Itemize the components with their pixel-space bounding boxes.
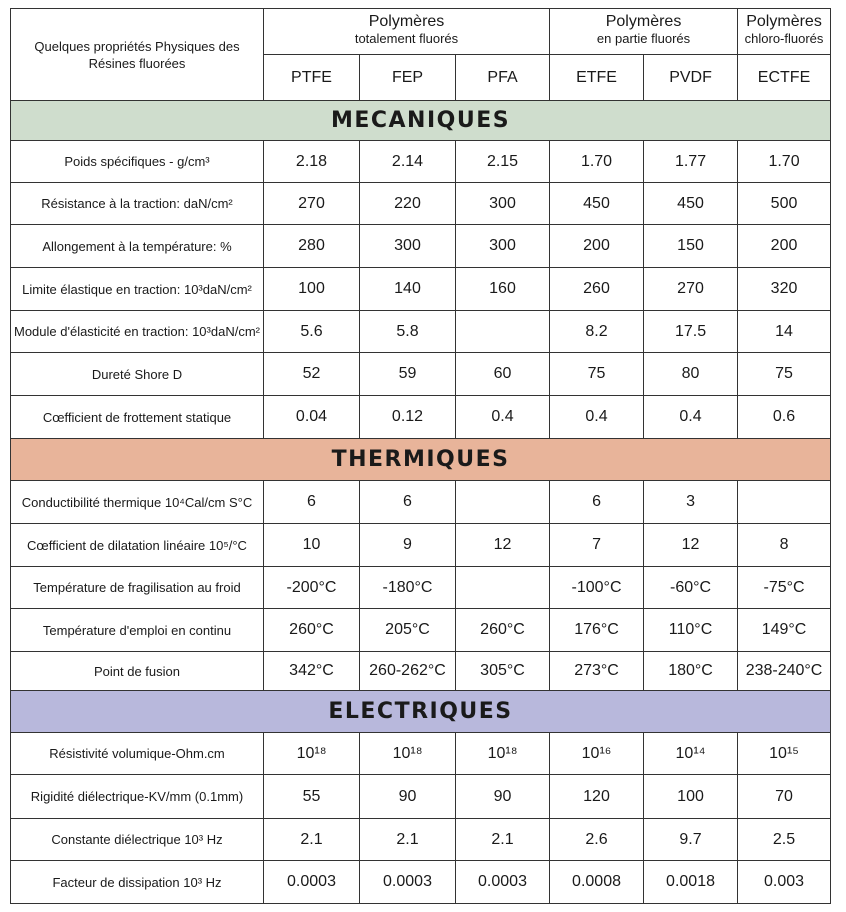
- value-cell-pvdf: 150: [644, 225, 738, 268]
- value-cell-pfa: 300: [456, 183, 550, 225]
- value-cell-etfe: 450: [550, 183, 644, 225]
- value-cell-fep: -180°C: [360, 567, 456, 609]
- value-cell-etfe: 176°C: [550, 609, 644, 652]
- property-label: Point de fusion: [11, 652, 264, 691]
- property-label: Constante diélectrique 10³ Hz: [11, 819, 264, 861]
- column-header-etfe: ETFE: [550, 55, 644, 101]
- value-cell-ptfe: 55: [264, 775, 360, 819]
- value-cell-pfa: 160: [456, 268, 550, 311]
- value-cell-fep: 2.1: [360, 819, 456, 861]
- value-cell-fep: 59: [360, 353, 456, 396]
- value-cell-ptfe: 10: [264, 524, 360, 567]
- value-cell-ectfe: 8: [738, 524, 831, 567]
- value-cell-ptfe: 2.18: [264, 141, 360, 183]
- section-electriques-row: [11, 691, 831, 733]
- table-row: [11, 524, 831, 567]
- value-cell-pfa: 60: [456, 353, 550, 396]
- value-cell-etfe: 6: [550, 481, 644, 524]
- value-cell-pvdf: 9.7: [644, 819, 738, 861]
- table-row: [11, 861, 831, 904]
- value-cell-ectfe: 200: [738, 225, 831, 268]
- group-subtitle: totalement fluorés: [354, 31, 459, 46]
- value-cell-fep: 6: [360, 481, 456, 524]
- value-cell-pfa: [456, 311, 550, 353]
- group-header-chloro-fluorinated: [738, 9, 831, 55]
- property-label: Cœfficient de dilatation linéaire 10⁵/°C: [11, 524, 264, 567]
- property-label: Cœfficient de frottement statique: [11, 396, 264, 439]
- value-cell-ectfe: 1.70: [738, 141, 831, 183]
- value-cell-ectfe: 14: [738, 311, 831, 353]
- value-cell-ptfe: 0.0003: [264, 861, 360, 904]
- property-label: Facteur de dissipation 10³ Hz: [11, 861, 264, 904]
- property-label: Température de fragilisation au froid: [11, 567, 264, 609]
- value-cell-etfe: -100°C: [550, 567, 644, 609]
- group-header-fully-fluorinated: [264, 9, 550, 55]
- value-cell-pfa: 305°C: [456, 652, 550, 691]
- value-cell-pvdf: 1.77: [644, 141, 738, 183]
- value-cell-pvdf: 270: [644, 268, 738, 311]
- table-row: [11, 396, 831, 439]
- value-cell-etfe: 0.0008: [550, 861, 644, 904]
- property-label: Résistivité volumique-Ohm.cm: [11, 733, 264, 775]
- value-cell-ectfe: 0.003: [738, 861, 831, 904]
- value-cell-pvdf: -60°C: [644, 567, 738, 609]
- column-header-pvdf: PVDF: [644, 55, 738, 101]
- value-cell-etfe: 200: [550, 225, 644, 268]
- value-cell-etfe: 7: [550, 524, 644, 567]
- value-cell-pfa: 12: [456, 524, 550, 567]
- group-subtitle: en partie fluorés: [596, 31, 691, 46]
- group-title: Polymères: [746, 13, 822, 30]
- table-row: [11, 819, 831, 861]
- section-thermiques-title: THERMIQUES: [11, 439, 831, 481]
- value-cell-ectfe: 320: [738, 268, 831, 311]
- value-cell-ptfe: 100: [264, 268, 360, 311]
- value-cell-fep: 140: [360, 268, 456, 311]
- corner-header-text: Quelques propriétés Physiques des Résines fluorées: [34, 38, 240, 71]
- value-cell-ectfe: [738, 481, 831, 524]
- property-label: Limite élastique en traction: 10³daN/cm²: [11, 268, 264, 311]
- section-mecaniques-row: [11, 101, 831, 141]
- value-cell-pfa: 260°C: [456, 609, 550, 652]
- properties-table: [10, 8, 831, 904]
- value-cell-ptfe: 2.1: [264, 819, 360, 861]
- column-header-ectfe: ECTFE: [738, 55, 831, 101]
- value-cell-ectfe: 75: [738, 353, 831, 396]
- value-cell-pfa: 2.1: [456, 819, 550, 861]
- value-cell-etfe: 273°C: [550, 652, 644, 691]
- value-cell-pvdf: 100: [644, 775, 738, 819]
- value-cell-pvdf: 110°C: [644, 609, 738, 652]
- value-cell-fep: 260-262°C: [360, 652, 456, 691]
- value-cell-pfa: 0.4: [456, 396, 550, 439]
- value-cell-pfa: 0.0003: [456, 861, 550, 904]
- value-cell-etfe: 260: [550, 268, 644, 311]
- value-cell-ptfe: 5.6: [264, 311, 360, 353]
- table-row: [11, 353, 831, 396]
- table-row: [11, 183, 831, 225]
- group-header-partially-fluorinated: [550, 9, 738, 55]
- value-cell-etfe: 75: [550, 353, 644, 396]
- value-cell-ptfe: 260°C: [264, 609, 360, 652]
- column-header-fep: FEP: [360, 55, 456, 101]
- value-cell-pvdf: 10¹⁴: [644, 733, 738, 775]
- value-cell-fep: 9: [360, 524, 456, 567]
- property-label: Dureté Shore D: [11, 353, 264, 396]
- value-cell-fep: 0.0003: [360, 861, 456, 904]
- value-cell-fep: 90: [360, 775, 456, 819]
- table-row: [11, 733, 831, 775]
- table-row: [11, 481, 831, 524]
- table-row: [11, 609, 831, 652]
- value-cell-etfe: 0.4: [550, 396, 644, 439]
- value-cell-pvdf: 80: [644, 353, 738, 396]
- value-cell-pfa: 300: [456, 225, 550, 268]
- group-subtitle: chloro-fluorés: [744, 31, 824, 46]
- value-cell-fep: 300: [360, 225, 456, 268]
- property-label: Poids spécifiques - g/cm³: [11, 141, 264, 183]
- section-mecaniques-title: MECANIQUES: [11, 101, 831, 141]
- property-label: Module d'élasticité en traction: 10³daN/cm²: [11, 311, 264, 353]
- value-cell-ptfe: 342°C: [264, 652, 360, 691]
- property-label: Rigidité diélectrique-KV/mm (0.1mm): [11, 775, 264, 819]
- table-row: [11, 141, 831, 183]
- value-cell-ptfe: 52: [264, 353, 360, 396]
- group-title: Polymères: [368, 13, 445, 30]
- section-thermiques-row: [11, 439, 831, 481]
- value-cell-ptfe: 10¹⁸: [264, 733, 360, 775]
- table-row: [11, 225, 831, 268]
- value-cell-ptfe: 280: [264, 225, 360, 268]
- property-label: Conductibilité thermique 10⁴Cal/cm S°C: [11, 481, 264, 524]
- value-cell-fep: 10¹⁸: [360, 733, 456, 775]
- column-header-ptfe: PTFE: [264, 55, 360, 101]
- value-cell-pfa: [456, 567, 550, 609]
- value-cell-etfe: 2.6: [550, 819, 644, 861]
- value-cell-etfe: 1.70: [550, 141, 644, 183]
- value-cell-ptfe: 6: [264, 481, 360, 524]
- property-label: Température d'emploi en continu: [11, 609, 264, 652]
- value-cell-ectfe: 238-240°C: [738, 652, 831, 691]
- value-cell-ectfe: 149°C: [738, 609, 831, 652]
- table-row: [11, 652, 831, 691]
- property-label: Résistance à la traction: daN/cm²: [11, 183, 264, 225]
- value-cell-ectfe: 2.5: [738, 819, 831, 861]
- value-cell-fep: 205°C: [360, 609, 456, 652]
- table-row: [11, 268, 831, 311]
- value-cell-pvdf: 12: [644, 524, 738, 567]
- value-cell-etfe: 120: [550, 775, 644, 819]
- group-title: Polymères: [605, 13, 682, 30]
- value-cell-pvdf: 450: [644, 183, 738, 225]
- value-cell-pfa: [456, 481, 550, 524]
- value-cell-ptfe: 0.04: [264, 396, 360, 439]
- table-row: [11, 567, 831, 609]
- value-cell-fep: 0.12: [360, 396, 456, 439]
- value-cell-pvdf: 0.0018: [644, 861, 738, 904]
- value-cell-fep: 5.8: [360, 311, 456, 353]
- value-cell-pvdf: 3: [644, 481, 738, 524]
- value-cell-ectfe: 0.6: [738, 396, 831, 439]
- value-cell-fep: 220: [360, 183, 456, 225]
- table-row: [11, 311, 831, 353]
- value-cell-ectfe: 10¹⁵: [738, 733, 831, 775]
- value-cell-etfe: 10¹⁶: [550, 733, 644, 775]
- value-cell-ectfe: -75°C: [738, 567, 831, 609]
- value-cell-ectfe: 70: [738, 775, 831, 819]
- column-header-pfa: PFA: [456, 55, 550, 101]
- value-cell-ptfe: 270: [264, 183, 360, 225]
- table-row: [11, 775, 831, 819]
- value-cell-pvdf: 17.5: [644, 311, 738, 353]
- value-cell-ptfe: -200°C: [264, 567, 360, 609]
- value-cell-pfa: 2.15: [456, 141, 550, 183]
- value-cell-pvdf: 0.4: [644, 396, 738, 439]
- value-cell-pvdf: 180°C: [644, 652, 738, 691]
- value-cell-pfa: 90: [456, 775, 550, 819]
- property-label: Allongement à la température: %: [11, 225, 264, 268]
- value-cell-etfe: 8.2: [550, 311, 644, 353]
- section-electriques-title: ELECTRIQUES: [11, 691, 831, 733]
- corner-header-cell: [11, 9, 264, 101]
- value-cell-fep: 2.14: [360, 141, 456, 183]
- value-cell-ectfe: 500: [738, 183, 831, 225]
- value-cell-pfa: 10¹⁸: [456, 733, 550, 775]
